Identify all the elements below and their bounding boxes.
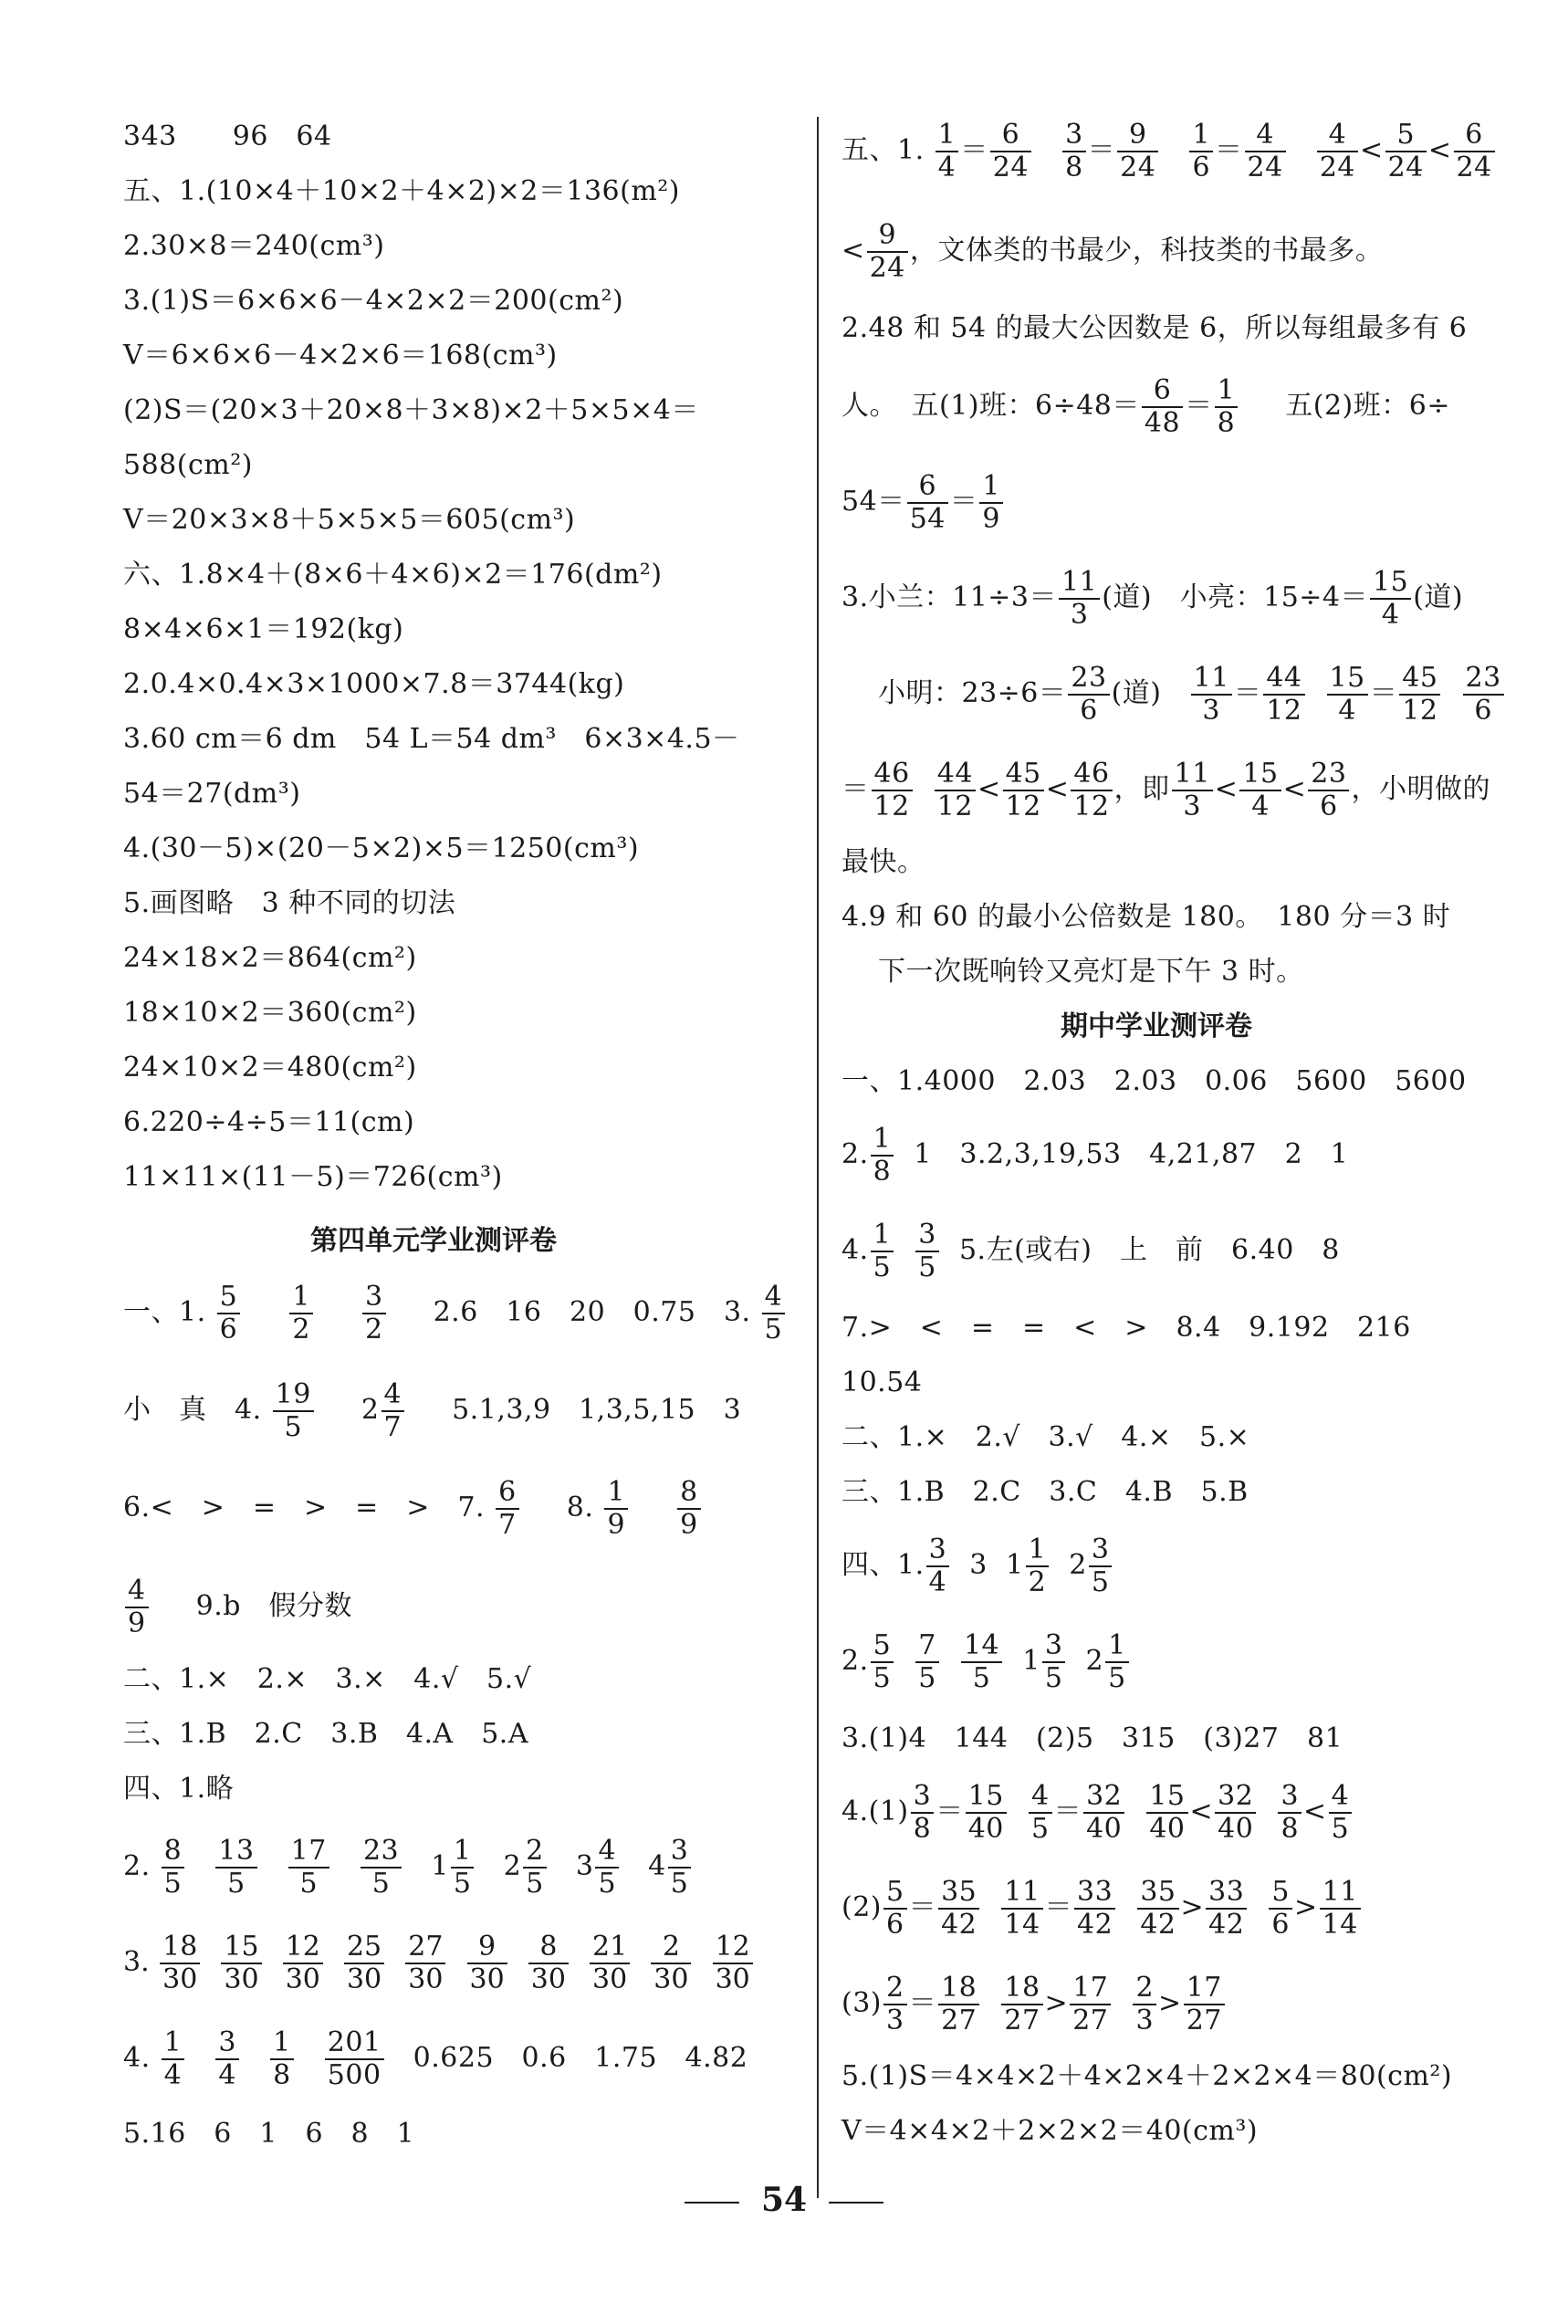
- fraction: $\frac{1}{8}$: [270, 2027, 294, 2091]
- text-line: [123, 1276, 787, 1349]
- fraction: $\frac{4}{24}$: [1245, 120, 1286, 183]
- fraction: $\frac{4}{24}$: [1317, 120, 1358, 183]
- fraction: $\frac{5}{6}$: [217, 1282, 241, 1345]
- text-line: 4.9 和 60 的最小公倍数是 180。 180 分＝3 时: [841, 901, 1451, 933]
- text-line: 五、1.(10×4＋10×2＋4×2)×2＝136(m²): [123, 175, 681, 207]
- fraction: $\frac{2}{5}$: [523, 1836, 547, 1900]
- fraction: $\frac{45}{12}$: [1399, 663, 1440, 727]
- page-number: 54: [760, 2181, 808, 2219]
- whole: 2: [361, 1394, 380, 1426]
- text-line: 小明：23÷6＝ $\frac{23}{6}$ (道) $\frac{11}{3}$ ＝ $\frac{44}{12}$ $\frac{15}{4}$ ＝ $\frac{45}{12}$ $\frac{23}{6}$: [878, 657, 1506, 730]
- text-line: 三、1.B 2.C 3.C 4.B 5.B: [841, 1476, 1249, 1508]
- fraction: $\frac{25}{30}$: [344, 1931, 384, 1995]
- text-line: [123, 1926, 755, 1999]
- text-line: 10.54: [841, 1366, 923, 1398]
- text-line: 24×10×2＝480(cm²): [123, 1052, 417, 1083]
- text-line: V＝4×4×2＋2×2×2＝40(cm³): [841, 2115, 1259, 2147]
- fraction: $\frac{18}{27}$: [1001, 1973, 1042, 2036]
- label: 5.1,3,9 1,3,5,15 3: [452, 1394, 742, 1426]
- fraction: $\frac{18}{30}$: [160, 1931, 200, 1995]
- text-line: < $\frac{9}{24}$ ，文体类的书最少，科技类的书最多。: [841, 219, 1384, 284]
- fraction: $\frac{1}{6}$: [1189, 120, 1213, 183]
- fraction: $\frac{11}{3}$: [1172, 759, 1213, 822]
- fraction: $\frac{4}{5}$: [1029, 1781, 1052, 1845]
- fraction: $\frac{17}{27}$: [1070, 1973, 1111, 2036]
- fraction: $\frac{18}{27}$: [938, 1973, 979, 2036]
- fraction: $\frac{3}{8}$: [911, 1781, 935, 1845]
- fraction: $\frac{27}{30}$: [405, 1931, 445, 1995]
- whole: 1: [431, 1850, 449, 1882]
- text-line: 18×10×2＝360(cm²): [123, 997, 417, 1029]
- fraction: $\frac{45}{12}$: [1003, 759, 1044, 822]
- fraction: $\frac{1}{2}$: [289, 1282, 313, 1345]
- text-line: 一、1.4000 2.03 2.03 0.06 5600 5600: [841, 1065, 1467, 1097]
- fraction: $\frac{1}{4}$: [936, 120, 959, 183]
- label: 9.b 假分数: [195, 1590, 352, 1622]
- label: 3.: [123, 1946, 150, 1978]
- text-line: 2.48 和 54 的最大公因数是 6，所以每组最多有 6: [841, 312, 1468, 344]
- text-line: 3.小兰：11÷3＝ $\frac{11}{3}$ (道) 小亮：15÷4＝ $\frac{15}{4}$ (道): [841, 566, 1464, 631]
- text-line: 8×4×6×1＝192(kg): [123, 613, 404, 645]
- whole: 4: [648, 1850, 666, 1882]
- fraction: $\frac{3}{8}$: [1062, 120, 1086, 183]
- text-line: 2. $\frac{1}{8}$ 1 3.2,3,19,53 4,21,87 2 1: [841, 1123, 1349, 1188]
- fraction: $\frac{5}{6}$: [883, 1877, 907, 1941]
- fraction: $\frac{1}{8}$: [1215, 375, 1239, 439]
- text-line: 588(cm²): [123, 449, 253, 481]
- fraction: $\frac{32}{40}$: [1083, 1781, 1124, 1845]
- text-line: (3) $\frac{2}{3}$ ＝ $\frac{18}{27}$ $\frac{18}{27}$ > $\frac{17}{27}$ $\frac{2}{3}$ > $\frac{17}{27}$: [841, 1967, 1227, 2040]
- text-line: 4.(1) $\frac{3}{8}$ ＝ $\frac{15}{40}$ $\frac{4}{5}$ ＝ $\frac{32}{40}$ $\frac{15}{40}$ < $\frac{32}{40}$ $\frac{3}{8}$ < $\frac{4}{5}$: [841, 1775, 1354, 1848]
- fraction: $\frac{15}{40}$: [1146, 1781, 1187, 1845]
- label: 五、1.: [841, 134, 925, 166]
- fraction: $\frac{11}{14}$: [1320, 1877, 1361, 1941]
- fraction: $\frac{23}{5}$: [361, 1836, 402, 1900]
- text-line: 3.60 cm＝6 dm 54 L＝54 dm³ 6×3×4.5－: [123, 723, 740, 755]
- whole: 2: [503, 1850, 522, 1882]
- label: 一、1.: [123, 1296, 206, 1328]
- label: 2.: [123, 1850, 151, 1882]
- fraction: $\frac{15}{4}$: [1370, 567, 1411, 631]
- text-line: [123, 2022, 747, 2095]
- text-line: (2) $\frac{5}{6}$ ＝ $\frac{35}{42}$ $\frac{11}{14}$ ＝ $\frac{33}{42}$ $\frac{35}{42}$ > $\frac{33}{42}$ $\frac{5}{6}$ > $\frac{11}{14}$: [841, 1871, 1363, 1944]
- text-line: [123, 1471, 703, 1544]
- text-line: 四、1. $\frac{3}{4}$ 3 1 $\frac{1}{2}$ 2 $\frac{3}{5}$: [841, 1529, 1113, 1602]
- text-line: ＝ $\frac{46}{12}$ $\frac{44}{12}$ < $\frac{45}{12}$ < $\frac{46}{12}$ ，即 $\frac{11}{3}$ < $\frac{15}{4}$ < $\frac{23}{6}$ ，小明做的: [841, 758, 1490, 822]
- fraction: $\frac{6}{48}$: [1142, 375, 1183, 439]
- label: 2.6 16 20 0.75 3.: [433, 1296, 751, 1328]
- column-divider: [817, 117, 819, 2198]
- fraction: $\frac{12}{30}$: [713, 1931, 753, 1995]
- text-line: 人。 五(1)班：6÷48＝ $\frac{6}{48}$ ＝ $\frac{1}{8}$ 五(2)班：6÷: [841, 374, 1450, 439]
- section-title: 第四单元学业测评卷: [310, 1225, 557, 1257]
- text-line: 四、1.略: [123, 1773, 235, 1805]
- fraction: $\frac{17}{5}$: [288, 1836, 329, 1900]
- fraction: $\frac{12}{30}$: [283, 1931, 323, 1995]
- fraction: $\frac{4}{5}$: [762, 1282, 786, 1345]
- text-line: [123, 1830, 693, 1903]
- label: 小 真 4.: [123, 1394, 262, 1426]
- text-line: 5.(1)S＝4×4×2＋4×2×4＋2×2×4＝80(cm²): [841, 2060, 1453, 2092]
- fraction: $\frac{2}{3}$: [883, 1973, 907, 2036]
- text-line: 11×11×(11－5)＝726(cm³): [123, 1161, 503, 1193]
- fraction: $\frac{7}{5}$: [915, 1630, 939, 1694]
- fraction: $\frac{3}{5}$: [1089, 1534, 1113, 1598]
- fraction: $\frac{6}{24}$: [1454, 120, 1495, 183]
- fraction: $\frac{15}{4}$: [1239, 759, 1281, 822]
- fraction: $\frac{1}{8}$: [871, 1124, 894, 1188]
- fraction: $\frac{1}{5}$: [871, 1220, 894, 1283]
- fraction: $\frac{35}{42}$: [1137, 1877, 1178, 1941]
- text-line: 343 96 64: [123, 120, 332, 152]
- text-line: 54＝ $\frac{6}{54}$ ＝ $\frac{1}{9}$: [841, 466, 1005, 539]
- fraction: $\frac{3}{5}$: [668, 1836, 692, 1900]
- fraction: $\frac{19}{5}$: [273, 1379, 314, 1443]
- fraction: $\frac{5}{24}$: [1385, 120, 1427, 183]
- text-line: V＝6×6×6－4×2×6＝168(cm³): [123, 340, 558, 372]
- fraction: $\frac{9}{30}$: [467, 1931, 507, 1995]
- text-line: (2)S＝(20×3＋20×8＋3×8)×2＋5×5×4＝: [123, 394, 699, 426]
- fraction: $\frac{1}{2}$: [1026, 1534, 1050, 1598]
- text-line: 2.30×8＝240(cm³): [123, 230, 385, 262]
- label: 0.625 0.6 1.75 4.82: [413, 2042, 748, 2074]
- text-line: 6.220÷4÷5＝11(cm): [123, 1106, 415, 1138]
- fraction: $\frac{35}{42}$: [938, 1877, 979, 1941]
- fraction: $\frac{5}{5}$: [871, 1630, 894, 1694]
- page-footer: [0, 2177, 1568, 2223]
- fraction: $\frac{44}{12}$: [935, 759, 976, 822]
- fraction: $\frac{33}{42}$: [1074, 1877, 1115, 1941]
- fraction: $\frac{6}{54}$: [907, 471, 948, 535]
- fraction: $\frac{3}{5}$: [1042, 1630, 1066, 1694]
- text-line: V＝20×3×8＋5×5×5＝605(cm³): [123, 504, 576, 536]
- fraction: $\frac{32}{40}$: [1215, 1781, 1256, 1845]
- text-line: 最快。: [841, 846, 925, 878]
- footer-dash: [829, 2202, 883, 2204]
- label: 4.: [123, 2042, 151, 2074]
- text-line: 六、1.8×4＋(8×6＋4×6)×2＝176(dm²): [123, 559, 663, 591]
- fraction: $\frac{15}{4}$: [1327, 663, 1368, 727]
- text-line: 下一次既响铃又亮灯是下午 3 时。: [878, 956, 1304, 988]
- fraction: $\frac{15}{30}$: [221, 1931, 261, 1995]
- fraction: $\frac{14}{5}$: [961, 1630, 1002, 1694]
- text-line: 三、1.B 2.C 3.B 4.A 5.A: [123, 1718, 528, 1750]
- fraction: $\frac{2}{30}$: [651, 1931, 691, 1995]
- text-line: 2. $\frac{5}{5}$ $\frac{7}{5}$ $\frac{14}{5}$ 1 $\frac{3}{5}$ 2 $\frac{1}{5}$: [841, 1625, 1131, 1698]
- fraction: $\frac{2}{3}$: [1133, 1973, 1156, 2036]
- fraction: $\frac{9}{24}$: [867, 220, 908, 284]
- fraction: $\frac{4}{7}$: [382, 1379, 405, 1443]
- footer-dash: [685, 2202, 739, 2204]
- text-line: 5.16 6 1 6 8 1: [123, 2118, 415, 2150]
- fraction: $\frac{44}{12}$: [1263, 663, 1304, 727]
- text-line: 5.画图略 3 种不同的切法: [123, 887, 456, 919]
- fraction: $\frac{5}{6}$: [1269, 1877, 1292, 1941]
- whole: 3: [575, 1850, 594, 1882]
- fraction: $\frac{11}{3}$: [1191, 663, 1232, 727]
- fraction: $\frac{8}{30}$: [528, 1931, 569, 1995]
- text-line: 7.> < = = < > 8.4 9.192 216: [841, 1312, 1411, 1344]
- text-line: 4. $\frac{1}{5}$ $\frac{3}{5}$ 5.左(或右) 上 前 6.40 8: [841, 1219, 1340, 1283]
- text-line: 二、1.× 2.√ 3.√ 4.× 5.×: [841, 1421, 1250, 1453]
- text-line: 24×18×2＝864(cm²): [123, 942, 417, 974]
- fraction: $\frac{1}{9}$: [604, 1477, 628, 1541]
- fraction: $\frac{201}{500}$: [325, 2027, 384, 2091]
- fraction: $\frac{3}{4}$: [215, 2027, 239, 2091]
- text-line: 3.(1)4 144 (2)5 315 (3)27 81: [841, 1722, 1343, 1754]
- fraction: $\frac{17}{27}$: [1184, 1973, 1225, 2036]
- fraction: $\frac{4}{5}$: [595, 1836, 619, 1900]
- text-line: 3.(1)S＝6×6×6－4×2×2＝200(cm²): [123, 285, 624, 317]
- fraction: $\frac{3}{2}$: [362, 1282, 386, 1345]
- fraction: $\frac{21}{30}$: [590, 1931, 630, 1995]
- fraction: $\frac{46}{12}$: [1071, 759, 1112, 822]
- text-line: 54＝27(dm³): [123, 778, 301, 810]
- text-line: [123, 1570, 352, 1643]
- fraction: $\frac{3}{4}$: [926, 1534, 950, 1598]
- fraction: $\frac{4}{5}$: [1329, 1781, 1353, 1845]
- fraction: $\frac{8}{5}$: [162, 1836, 185, 1900]
- fraction: $\frac{11}{14}$: [1001, 1877, 1042, 1941]
- fraction: $\frac{46}{12}$: [872, 759, 913, 822]
- text-line: 二、1.× 2.× 3.× 4.√ 5.√: [123, 1663, 532, 1695]
- fraction: $\frac{13}{5}$: [215, 1836, 256, 1900]
- text-line: 4.(30－5)×(20－5×2)×5＝1250(cm³): [123, 832, 640, 864]
- label: 8.: [566, 1492, 594, 1523]
- fraction: $\frac{15}{40}$: [966, 1781, 1007, 1845]
- fraction: $\frac{8}{9}$: [677, 1477, 701, 1541]
- fraction: $\frac{11}{3}$: [1059, 567, 1100, 631]
- text-line: 五、1. $\frac{1}{4}$ ＝ $\frac{6}{24}$ $\frac{3}{8}$ ＝ $\frac{9}{24}$ $\frac{1}{6}$ ＝ $\frac{4}{24}$ $\frac{4}{24}$ < $\frac{5}{24}$ < $\frac{6}{24}$: [841, 114, 1497, 187]
- fraction: $\frac{6}{24}$: [990, 120, 1031, 183]
- fraction: $\frac{4}{9}$: [125, 1576, 149, 1639]
- fraction: $\frac{33}{42}$: [1206, 1877, 1247, 1941]
- fraction: $\frac{1}{5}$: [451, 1836, 475, 1900]
- fraction: $\frac{1}{9}$: [979, 471, 1003, 535]
- fraction: $\frac{23}{6}$: [1308, 759, 1349, 822]
- fraction: $\frac{6}{7}$: [496, 1477, 519, 1541]
- fraction: $\frac{23}{6}$: [1463, 663, 1504, 727]
- label: 6.< > = > = > 7.: [123, 1492, 486, 1523]
- fraction: $\frac{1}{4}$: [162, 2027, 185, 2091]
- text-line: 2.0.4×0.4×3×1000×7.8＝3744(kg): [123, 668, 625, 700]
- fraction: $\frac{9}{24}$: [1117, 120, 1158, 183]
- section-title: 期中学业测评卷: [1061, 1010, 1252, 1042]
- fraction: $\frac{23}{6}$: [1068, 663, 1109, 727]
- fraction: $\frac{3}{8}$: [1278, 1781, 1301, 1845]
- fraction: $\frac{1}{5}$: [1105, 1630, 1129, 1694]
- text-line: [123, 1374, 741, 1447]
- fraction: $\frac{3}{5}$: [915, 1220, 939, 1283]
